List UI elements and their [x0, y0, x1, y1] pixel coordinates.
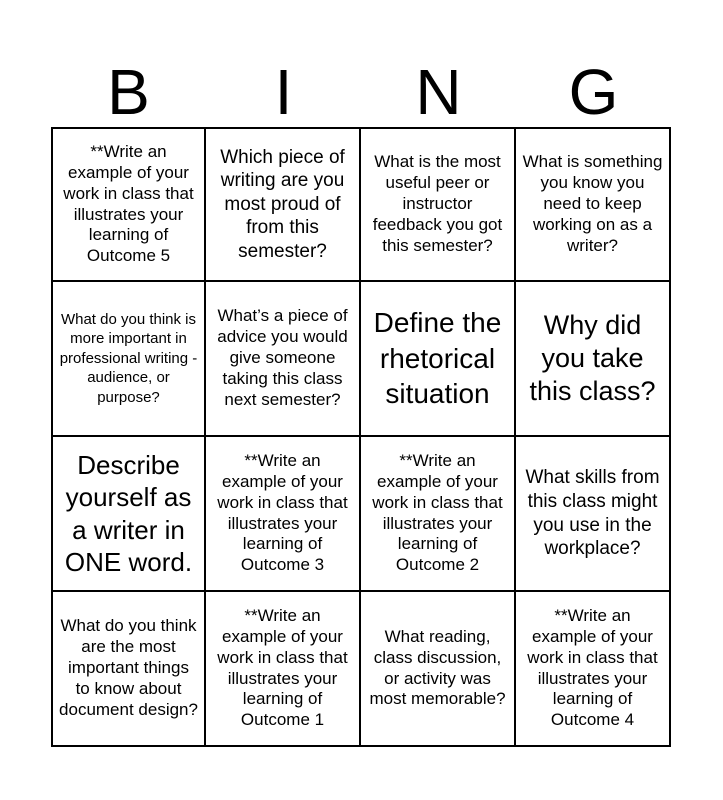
bingo-header — [51, 50, 671, 128]
bingo-cell-r3c3[interactable]: **Write an example of your work in class that illustrates your learning of Outcome 2 — [361, 437, 516, 592]
bingo-cell-r1c2[interactable]: Which piece of writing are you most proud of from this semester? — [206, 127, 361, 282]
bingo-cell-r3c4[interactable]: What skills from this class might you use in the workplace? — [516, 437, 671, 592]
header-letter-i: I — [274, 56, 293, 128]
header-letter-n: N — [415, 56, 462, 128]
bingo-cell-r2c2[interactable]: What’s a piece of advice you would give someone taking this class next semester? — [206, 282, 361, 437]
header-letter-g: G — [568, 56, 619, 128]
bingo-cell-r3c2[interactable]: **Write an example of your work in class that illustrates your learning of Outcome 3 — [206, 437, 361, 592]
bingo-cell-r3c1[interactable]: Describe yourself as a writer in ONE word. — [51, 437, 206, 592]
bingo-cell-r1c1[interactable]: **Write an example of your work in class that illustrates your learning of Outcome 5 — [51, 127, 206, 282]
bingo-cell-r4c1[interactable]: What do you think are the most important things to know about document design? — [51, 592, 206, 747]
bingo-cell-r4c4[interactable]: **Write an example of your work in class that illustrates your learning of Outcome 4 — [516, 592, 671, 747]
bingo-cell-r4c3[interactable]: What reading, class discussion, or activity was most memorable? — [361, 592, 516, 747]
bingo-cell-r2c4[interactable]: Why did you take this class? — [516, 282, 671, 437]
bingo-cell-r1c4[interactable]: What is something you know you need to keep working on as a writer? — [516, 127, 671, 282]
bingo-cell-r2c3[interactable]: Define the rhetorical situation — [361, 282, 516, 437]
bingo-cell-r4c2[interactable]: **Write an example of your work in class that illustrates your learning of Outcome 1 — [206, 592, 361, 747]
header-letter-b: B — [107, 56, 150, 128]
bingo-board — [51, 127, 671, 747]
bingo-cell-r1c3[interactable]: What is the most useful peer or instructor feedback you got this semester? — [361, 127, 516, 282]
bingo-cell-r2c1[interactable]: What do you think is more important in professional writing - audience, or purpose? — [51, 282, 206, 437]
